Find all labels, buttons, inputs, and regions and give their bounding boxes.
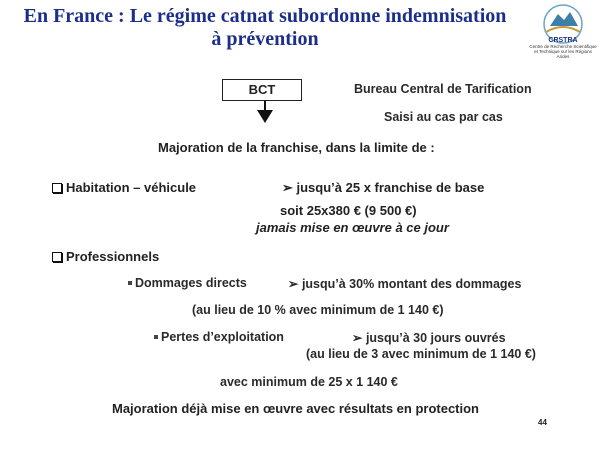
professionnels-item xyxy=(52,249,159,264)
title-line-1: En France : Le régime catnat subordonne indemnisation xyxy=(23,5,507,27)
title-line-2: à prévention xyxy=(211,28,319,50)
page-number: 44 xyxy=(538,418,547,427)
pertes-note: (au lieu de 3 avec minimum de 1 140 €) xyxy=(306,347,536,361)
majoration-heading: Majoration de la franchise, dans la limite de : xyxy=(158,140,435,155)
dommages-value: ➢ jusqu’à 30% montant des dommages xyxy=(288,277,522,291)
habitation-line-1: ➢ jusqu’à 25 x franchise de base xyxy=(282,180,485,195)
habitation-item xyxy=(52,180,196,195)
pertes-item xyxy=(154,330,284,344)
conclusion: Majoration déjà mise en œuvre avec résultats en protection xyxy=(112,401,479,416)
minimum-line: avec minimum de 25 x 1 140 € xyxy=(220,375,398,389)
down-arrow-icon xyxy=(256,101,274,123)
logo-name: CRSTRA xyxy=(548,37,578,44)
logo-caption: Centre de Recherche Scientifique et Technique sur les Régions Arides xyxy=(529,44,597,59)
bct-box: BCT xyxy=(222,79,302,101)
slide-title xyxy=(0,5,530,51)
checkbox-bullet-icon xyxy=(52,183,62,193)
dommages-note: (au lieu de 10 % avec minimum de 1 140 €) xyxy=(192,303,444,317)
habitation-line-2: soit 25x380 € (9 500 €) xyxy=(280,203,417,218)
checkbox-bullet-icon xyxy=(52,252,62,262)
professionnels-label: Professionnels xyxy=(66,249,160,264)
habitation-label: Habitation – véhicule xyxy=(66,180,197,195)
pertes-value: ➢ jusqu’à 30 jours ouvrés xyxy=(352,331,506,345)
pertes-label: Pertes d’exploitation xyxy=(161,330,284,344)
dommages-label: Dommages directs xyxy=(135,276,247,290)
bct-note: Saisi au cas par cas xyxy=(384,110,503,124)
dommages-item xyxy=(128,276,247,290)
habitation-line-3: jamais mise en œuvre à ce jour xyxy=(256,220,449,235)
square-bullet-icon xyxy=(154,335,158,339)
bct-full-name: Bureau Central de Tarification xyxy=(354,82,532,96)
square-bullet-icon xyxy=(128,281,132,285)
